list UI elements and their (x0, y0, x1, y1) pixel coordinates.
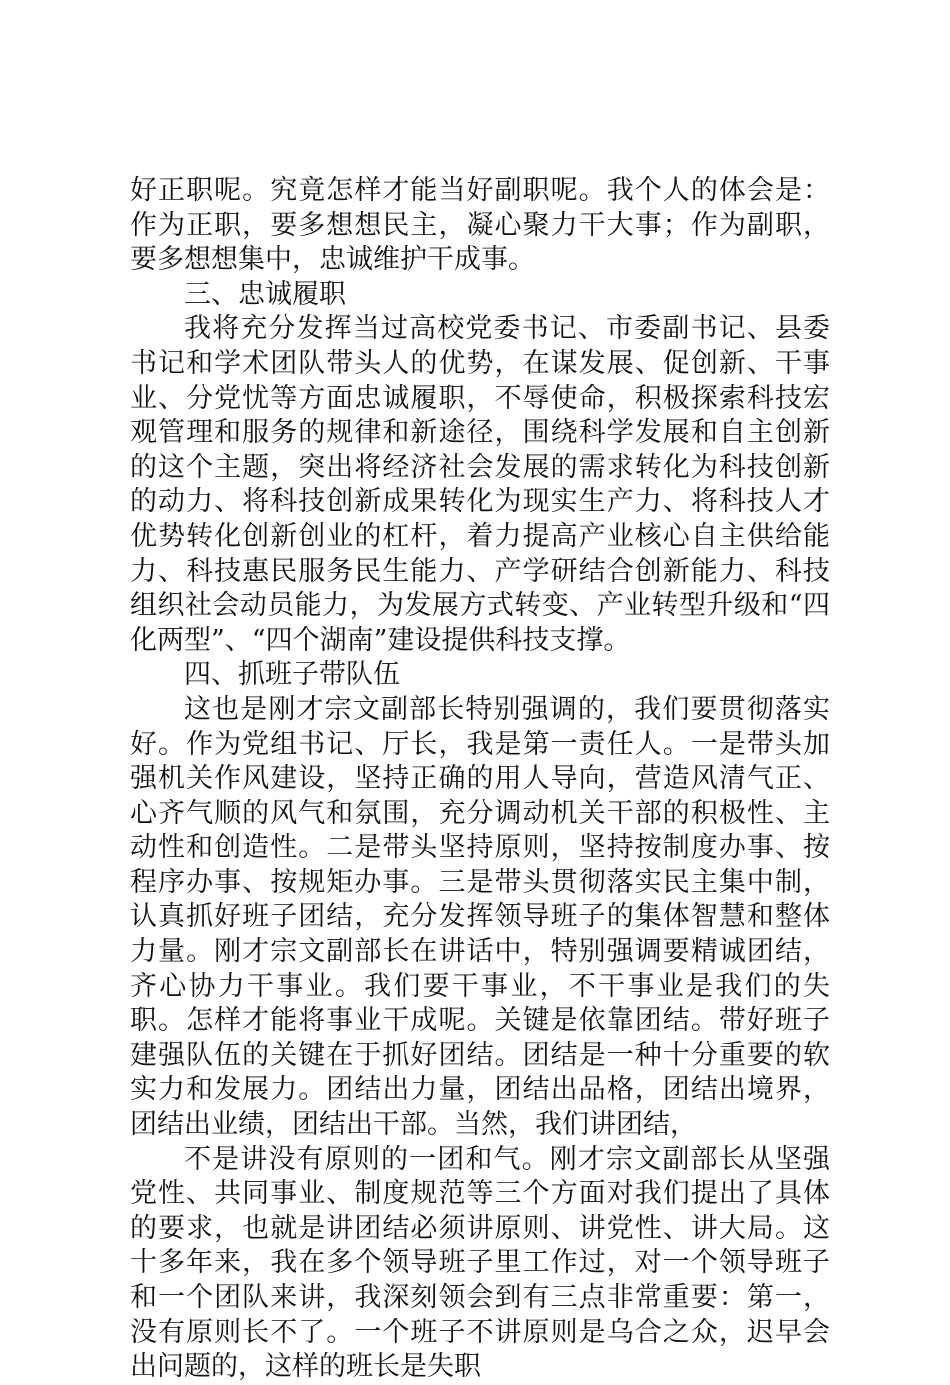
document-page (130, 174, 830, 1385)
paragraph-continuation: 好正职呢。究竟怎样才能当好副职呢。我个人的体会是：作为正职，要多想想民主，凝心聚力干大事；作为副职，要多想想集中，忠诚维护干成事。 (130, 175, 830, 276)
paragraph-unity-principles: 不是讲没有原则的一团和气。刚才宗文副部长从坚强党性、共同事业、制度规范等三个方面对我们提出了具体的要求，也就是讲团结必须讲原则、讲党性、讲大局。这十多年来，我在多个领导班子里工作过，对一个领导班子和一个团队来讲，我深刻领会到有三点非常重要：第一，没有原则长不了。一个班子不讲原则是乌合之众，迟早会出问题的，这样的班长是失职 (130, 1143, 830, 1383)
section-heading-loyal-duty: 三、忠诚履职 (184, 278, 346, 310)
paragraph-team-building: 这也是刚才宗文副部长特别强调的，我们要贯彻落实好。作为党组书记、厅长，我是第一责任人。一是带头加强机关作风建设，坚持正确的用人导向，营造风清气正、心齐气顺的风气和氛围，充分调动机关干部的积极性、主动性和创造性。二是带头坚持原则，坚持按制度办事、按程序办事、按规矩办事。三是带头贯彻落实民主集中制，认真抓好班子团结，充分发挥领导班子的集体智慧和整体力量。刚才宗文副部长在讲话中，特别强调要精诚团结，齐心协力干事业。我们要干事业，不干事业是我们的失职。怎样才能将事业干成呢。关键是依靠团结。带好班子建强队伍的关键在于抓好团结。团结是一种十分重要的软实力和发展力。团结出力量，团结出品格，团结出境界，团结出业绩，团结出干部。当然，我们讲团结， (130, 693, 830, 1141)
paragraph-loyal-duty: 我将充分发挥当过高校党委书记、市委副书记、县委书记和学术团队带头人的优势，在谋发展、促创新、干事业、分党忧等方面忠诚履职，不辱使命，积极探索科技宏观管理和服务的规律和新途径，围绕科学发展和自主创新的这个主题，突出将经济社会发展的需求转化为科技创新的动力、将科技创新成果转化为现实生产力、将科技人才优势转化创新创业的杠杆，着力提高产业核心自主供给能力、科技惠民服务民生能力、产学研结合创新能力、科技组织社会动员能力，为发展方式转变、产业转型升级和“四化两型”、“四个湖南”建设提供科技支撑。 (130, 313, 830, 656)
section-heading-team-building: 四、抓班子带队伍 (184, 659, 400, 691)
